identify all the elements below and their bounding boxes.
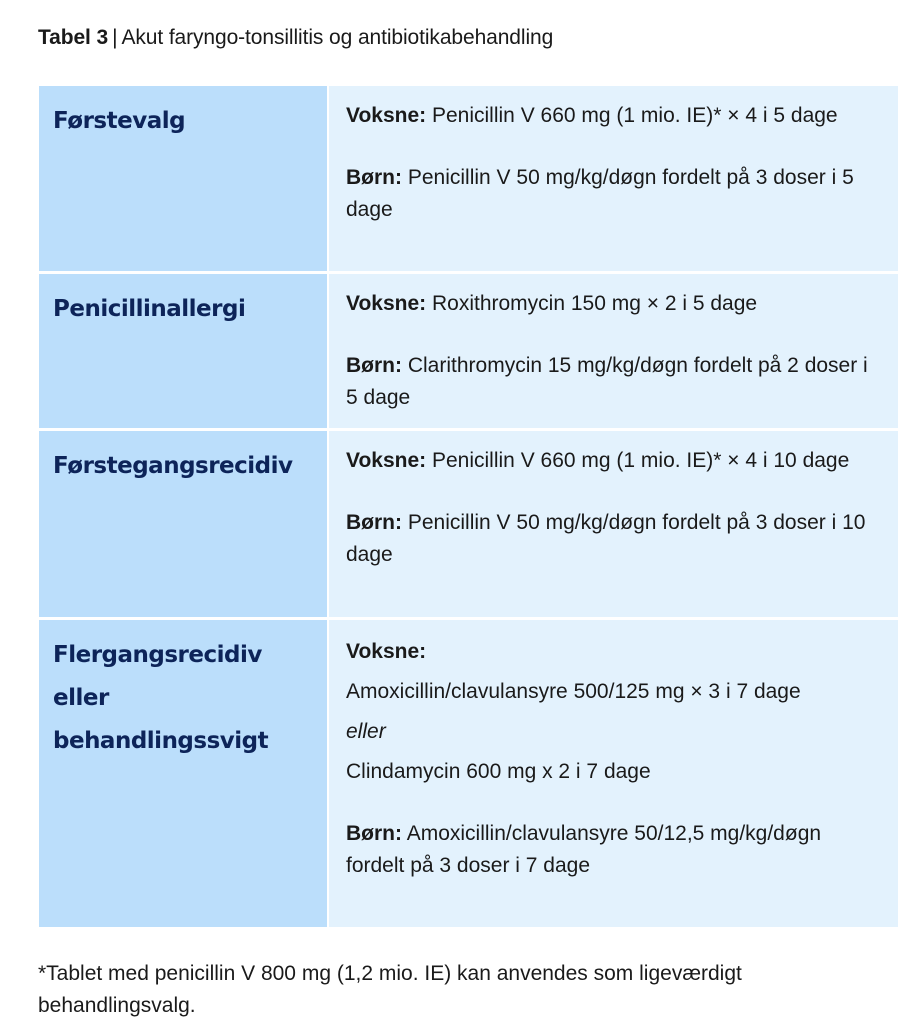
- adults-label: Voksne:: [346, 640, 427, 663]
- adults-label: Voksne:: [346, 449, 427, 472]
- children-dosage: [346, 350, 874, 414]
- row-label-text: Førstegangsrecidiv: [53, 453, 293, 479]
- row-label: [39, 620, 327, 927]
- row-label-text: Penicillinallergi: [53, 296, 246, 322]
- row-label: [39, 86, 327, 271]
- table-title: Akut faryngo-tonsillitis og antibiotikabehandling: [121, 26, 554, 49]
- caption-separator: |: [112, 26, 118, 49]
- children-label: Børn:: [346, 822, 402, 845]
- row-content: [329, 431, 898, 617]
- adults-text: Penicillin V 660 mg (1 mio. IE)* × 4 i 10 dage: [431, 449, 850, 472]
- adults-label: Voksne:: [346, 292, 427, 315]
- adults-dosage: [346, 100, 874, 132]
- adults-option-1: Amoxicillin/clavulansyre 500/125 mg × 3 i 7 dage: [346, 680, 801, 703]
- table-row: [39, 274, 898, 428]
- row-label: [39, 431, 327, 617]
- children-text: Amoxicillin/clavulansyre 50/12,5 mg/kg/døgn fordelt på 3 doser i 7 dage: [346, 822, 822, 877]
- row-content: [329, 620, 898, 927]
- table-row: [39, 620, 898, 927]
- table-caption: [38, 24, 553, 52]
- table-row: [39, 86, 898, 271]
- table-footnote: *Tablet med penicillin V 800 mg (1,2 mio. IE) kan anvendes som ligeværdigt behandlingsvalg.: [38, 962, 742, 1017]
- row-label-line: eller: [53, 685, 109, 711]
- row-label-line: Flergangsrecidiv: [53, 642, 262, 668]
- treatment-table: [39, 86, 898, 927]
- row-label: [39, 274, 327, 428]
- children-text: Penicillin V 50 mg/kg/døgn fordelt på 3 doser i 5 dage: [346, 166, 854, 221]
- row-content: [329, 274, 898, 428]
- children-dosage: [346, 507, 874, 571]
- table-number: Tabel 3: [38, 26, 109, 49]
- row-label-line: behandlingssvigt: [53, 728, 269, 754]
- table-row: [39, 431, 898, 617]
- adults-label: Voksne:: [346, 104, 427, 127]
- children-label: Børn:: [346, 166, 402, 189]
- children-label: Børn:: [346, 354, 402, 377]
- row-content: [329, 86, 898, 271]
- adults-text: Roxithromycin 150 mg × 2 i 5 dage: [431, 292, 758, 315]
- row-label-text: Førstevalg: [53, 108, 186, 134]
- adults-dosage: [346, 445, 874, 477]
- adults-dosage: [346, 288, 874, 320]
- children-dosage: [346, 162, 874, 226]
- adults-or: eller: [346, 720, 386, 743]
- adults-text: Penicillin V 660 mg (1 mio. IE)* × 4 i 5 dage: [431, 104, 838, 127]
- children-dosage: [346, 818, 874, 882]
- children-text: Penicillin V 50 mg/kg/døgn fordelt på 3 doser i 10 dage: [346, 511, 866, 566]
- children-text: Clarithromycin 15 mg/kg/døgn fordelt på 2 doser i 5 dage: [346, 354, 868, 409]
- children-label: Børn:: [346, 511, 402, 534]
- adults-option-2: Clindamycin 600 mg x 2 i 7 dage: [346, 760, 651, 783]
